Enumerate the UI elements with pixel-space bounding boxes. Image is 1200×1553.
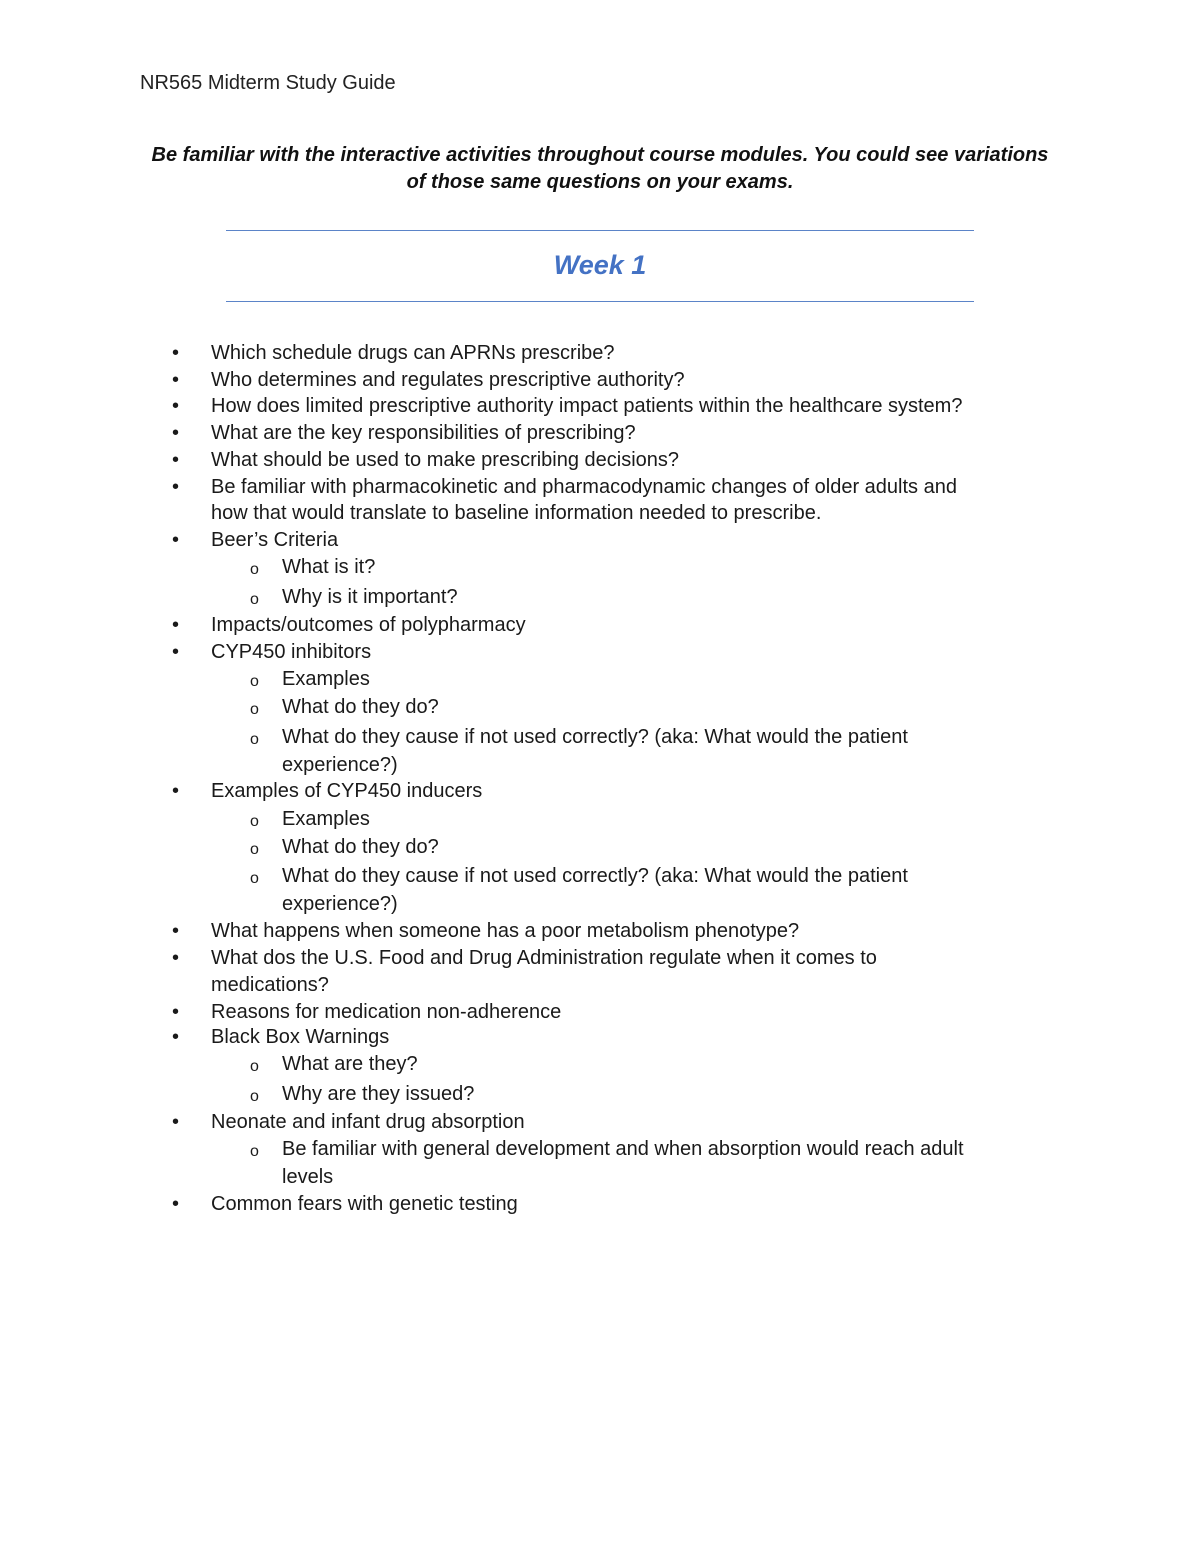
bullet-marker: • bbox=[172, 780, 180, 802]
bullet-marker: • bbox=[172, 342, 180, 364]
list-item: Impacts/outcomes of polypharmacy bbox=[211, 614, 526, 636]
list-item: Black Box Warnings bbox=[211, 1026, 390, 1048]
bullet-marker: • bbox=[172, 422, 180, 444]
list-item: how that would translate to baseline information needed to prescribe. bbox=[211, 502, 822, 524]
list-item: What happens when someone has a poor metabolism phenotype? bbox=[211, 920, 800, 942]
sub-bullet-marker: o bbox=[250, 561, 259, 578]
list-item: Be familiar with pharmacokinetic and pharmacodynamic changes of older adults and bbox=[211, 476, 957, 498]
sub-list-item: What do they do? bbox=[282, 836, 439, 858]
list-item: Neonate and infant drug absorption bbox=[211, 1111, 525, 1133]
sub-bullet-marker: o bbox=[250, 1058, 259, 1075]
week-heading: Week 1 bbox=[553, 250, 647, 280]
list-item: What should be used to make prescribing decisions? bbox=[211, 449, 680, 471]
sub-list-item: What do they cause if not used correctly? (aka: What would the patient bbox=[282, 865, 908, 887]
sub-bullet-marker: o bbox=[250, 1088, 259, 1105]
list-item: Examples of CYP450 inducers bbox=[211, 780, 483, 802]
sub-list-item: What do they do? bbox=[282, 696, 439, 718]
sub-bullet-marker: o bbox=[250, 841, 259, 858]
list-item: What are the key responsibilities of prescribing? bbox=[211, 422, 636, 444]
list-item: Reasons for medication non-adherence bbox=[211, 1001, 562, 1023]
bullet-marker: • bbox=[172, 1193, 180, 1215]
sub-list-item: experience?) bbox=[282, 754, 398, 776]
sub-list-item: What is it? bbox=[282, 556, 376, 578]
sub-list-item: Examples bbox=[282, 808, 370, 830]
sub-bullet-marker: o bbox=[250, 813, 259, 830]
sub-bullet-marker: o bbox=[250, 591, 259, 608]
bullet-marker: • bbox=[172, 1026, 180, 1048]
bullet-marker: • bbox=[172, 920, 180, 942]
bullet-marker: • bbox=[172, 476, 180, 498]
bullet-marker: • bbox=[172, 449, 180, 471]
intro-instructions: Be familiar with the interactive activities throughout course modules. You could see variations of those same questions on your exams. bbox=[151, 144, 1049, 193]
sub-bullet-marker: o bbox=[250, 1143, 259, 1160]
sub-bullet-marker: o bbox=[250, 673, 259, 690]
bullet-marker: • bbox=[172, 947, 180, 969]
list-item: Which schedule drugs can APRNs prescribe? bbox=[211, 342, 615, 364]
sub-list-item: Examples bbox=[282, 668, 370, 690]
sub-list-item: Be familiar with general development and when absorption would reach adult bbox=[282, 1138, 964, 1160]
sub-list-item: levels bbox=[282, 1166, 334, 1188]
bullet-marker: • bbox=[172, 1111, 180, 1133]
bullet-marker: • bbox=[172, 641, 180, 663]
list-item: Who determines and regulates prescriptive authority? bbox=[211, 369, 685, 391]
sub-list-item: experience?) bbox=[282, 893, 398, 915]
sub-list-item: What do they cause if not used correctly? (aka: What would the patient bbox=[282, 726, 908, 748]
bullet-marker: • bbox=[172, 369, 180, 391]
document-header-title: NR565 Midterm Study Guide bbox=[140, 72, 396, 94]
sub-list-item: What are they? bbox=[282, 1053, 418, 1075]
bullet-marker: • bbox=[172, 395, 180, 417]
list-item: What dos the U.S. Food and Drug Administration regulate when it comes to bbox=[211, 947, 877, 969]
sub-bullet-marker: o bbox=[250, 731, 259, 748]
list-item: medications? bbox=[211, 974, 329, 996]
sub-list-item: Why is it important? bbox=[282, 586, 458, 608]
sub-list-item: Why are they issued? bbox=[282, 1083, 475, 1105]
bullet-marker: • bbox=[172, 529, 180, 551]
list-item: Beer’s Criteria bbox=[211, 529, 339, 551]
list-item: Common fears with genetic testing bbox=[211, 1193, 518, 1215]
bullet-marker: • bbox=[172, 1001, 180, 1023]
sub-bullet-marker: o bbox=[250, 870, 259, 887]
list-item: How does limited prescriptive authority impact patients within the healthcare system? bbox=[211, 395, 963, 417]
list-item: CYP450 inhibitors bbox=[211, 641, 372, 663]
bullet-marker: • bbox=[172, 614, 180, 636]
sub-bullet-marker: o bbox=[250, 701, 259, 718]
